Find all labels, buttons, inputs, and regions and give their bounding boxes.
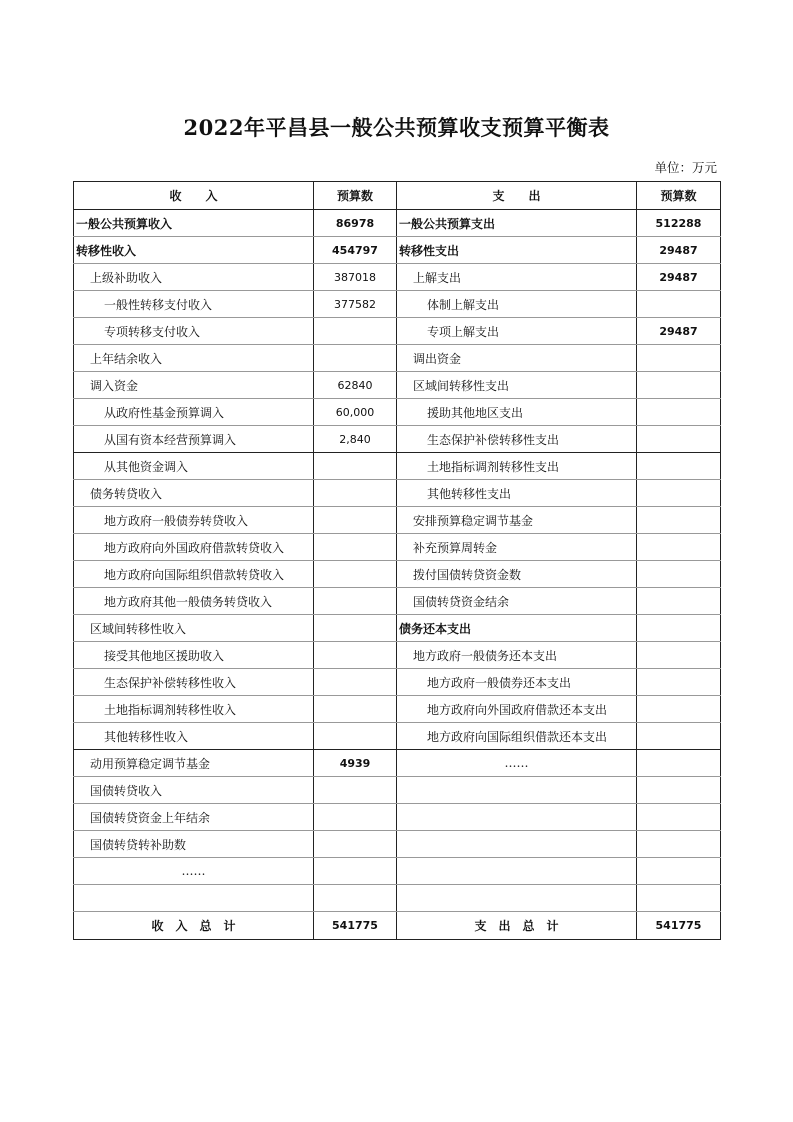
table-row [74, 669, 721, 696]
income-item: 国债转贷资金上年结余 [74, 804, 314, 831]
expense-amount [637, 480, 721, 507]
income-amount [314, 831, 397, 858]
expense-item: 区域间转移性支出 [397, 372, 637, 399]
expense-amount: 512288 [637, 210, 721, 237]
income-amount: 377582 [314, 291, 397, 318]
income-total-label: 收 入 总 计 [74, 912, 314, 940]
income-amount [314, 669, 397, 696]
expense-amount-header: 预算数 [637, 182, 721, 210]
income-amount [314, 588, 397, 615]
table-row [74, 345, 721, 372]
income-item: 地方政府向外国政府借款转贷收入 [74, 534, 314, 561]
table-row [74, 831, 721, 858]
income-item: 生态保护补偿转移性收入 [74, 669, 314, 696]
income-amount: 387018 [314, 264, 397, 291]
income-amount [314, 858, 397, 885]
income-amount [314, 642, 397, 669]
income-item: 债务转贷收入 [74, 480, 314, 507]
income-amount: 2,840 [314, 426, 397, 453]
income-amount [314, 453, 397, 480]
income-amount: 454797 [314, 237, 397, 264]
expense-amount [637, 885, 721, 912]
income-amount [314, 534, 397, 561]
table-row [74, 723, 721, 750]
table-row [74, 237, 721, 264]
page-title: 2022年平昌县一般公共预算收支预算平衡表 [183, 115, 610, 140]
table-header-row [74, 182, 721, 210]
income-item: 上年结余收入 [74, 345, 314, 372]
table-row [74, 318, 721, 345]
income-item: 专项转移支付收入 [74, 318, 314, 345]
table-row [74, 426, 721, 453]
table-row [74, 885, 721, 912]
expense-total-label: 支 出 总 计 [397, 912, 637, 940]
expense-item: 专项上解支出 [397, 318, 637, 345]
income-amount: 4939 [314, 750, 397, 777]
expense-amount [637, 642, 721, 669]
expense-item: …… [397, 750, 637, 777]
expense-item: 安排预算稳定调节基金 [397, 507, 637, 534]
expense-item: 国债转贷资金结余 [397, 588, 637, 615]
table-row [74, 777, 721, 804]
expense-amount [637, 453, 721, 480]
expense-amount [637, 831, 721, 858]
income-amount [314, 696, 397, 723]
expense-item: 其他转移性支出 [397, 480, 637, 507]
table-row [74, 399, 721, 426]
expense-amount [637, 615, 721, 642]
income-item: …… [74, 858, 314, 885]
income-amount: 60,000 [314, 399, 397, 426]
expense-item: 地方政府向国际组织借款还本支出 [397, 723, 637, 750]
expense-amount [637, 777, 721, 804]
expense-item [397, 885, 637, 912]
income-item: 调入资金 [74, 372, 314, 399]
expense-amount [637, 561, 721, 588]
unit-label: 单位：万元 [654, 160, 717, 175]
income-item: 接受其他地区援助收入 [74, 642, 314, 669]
table-row [74, 696, 721, 723]
table-row [74, 534, 721, 561]
expense-item [397, 858, 637, 885]
expense-amount [637, 534, 721, 561]
table-row [74, 453, 721, 480]
income-amount [314, 615, 397, 642]
expense-item: 补充预算周转金 [397, 534, 637, 561]
income-amount: 86978 [314, 210, 397, 237]
table-row [74, 858, 721, 885]
expense-amount [637, 669, 721, 696]
expense-amount [637, 345, 721, 372]
table-row [74, 264, 721, 291]
income-item: 国债转贷收入 [74, 777, 314, 804]
income-item: 从国有资本经营预算调入 [74, 426, 314, 453]
expense-amount [637, 723, 721, 750]
table-row [74, 588, 721, 615]
income-total-amount: 541775 [314, 912, 397, 940]
table-row [74, 750, 721, 777]
expense-item: 体制上解支出 [397, 291, 637, 318]
expense-amount [637, 426, 721, 453]
table-row [74, 804, 721, 831]
income-item: 动用预算稳定调节基金 [74, 750, 314, 777]
income-item: 转移性收入 [74, 237, 314, 264]
expense-item [397, 831, 637, 858]
income-item: 区域间转移性收入 [74, 615, 314, 642]
income-amount [314, 480, 397, 507]
income-amount [314, 507, 397, 534]
table-row [74, 291, 721, 318]
expense-item: 地方政府一般债券还本支出 [397, 669, 637, 696]
expense-amount: 29487 [637, 264, 721, 291]
income-item: 地方政府一般债券转贷收入 [74, 507, 314, 534]
expense-item: 援助其他地区支出 [397, 399, 637, 426]
expense-total-amount: 541775 [637, 912, 721, 940]
table-row [74, 372, 721, 399]
expense-item: 拨付国债转贷资金数 [397, 561, 637, 588]
expense-amount [637, 588, 721, 615]
income-amount [314, 318, 397, 345]
expense-amount: 29487 [637, 237, 721, 264]
expense-item: 一般公共预算支出 [397, 210, 637, 237]
expense-item: 地方政府向外国政府借款还本支出 [397, 696, 637, 723]
table-row [74, 507, 721, 534]
income-item: 一般公共预算收入 [74, 210, 314, 237]
income-item [74, 885, 314, 912]
income-item: 国债转贷转补助数 [74, 831, 314, 858]
expense-amount [637, 858, 721, 885]
income-item: 其他转移性收入 [74, 723, 314, 750]
expense-amount [637, 804, 721, 831]
income-item: 地方政府向国际组织借款转贷收入 [74, 561, 314, 588]
income-item: 地方政府其他一般债务转贷收入 [74, 588, 314, 615]
expense-amount [637, 750, 721, 777]
table-row [74, 210, 721, 237]
income-amount [314, 804, 397, 831]
expense-item [397, 777, 637, 804]
income-item: 从政府性基金预算调入 [74, 399, 314, 426]
income-item: 一般性转移支付收入 [74, 291, 314, 318]
expense-amount [637, 507, 721, 534]
income-amount [314, 345, 397, 372]
income-item: 从其他资金调入 [74, 453, 314, 480]
income-amount-header: 预算数 [314, 182, 397, 210]
expense-amount [637, 696, 721, 723]
expense-item: 债务还本支出 [397, 615, 637, 642]
expense-item: 土地指标调剂转移性支出 [397, 453, 637, 480]
table-row [74, 615, 721, 642]
expense-amount [637, 399, 721, 426]
expense-item: 地方政府一般债务还本支出 [397, 642, 637, 669]
income-amount [314, 885, 397, 912]
expense-item: 调出资金 [397, 345, 637, 372]
table-row [74, 480, 721, 507]
budget-balance-table [73, 181, 721, 940]
table-row [74, 561, 721, 588]
income-item: 上级补助收入 [74, 264, 314, 291]
total-row [74, 912, 721, 940]
expense-amount: 29487 [637, 318, 721, 345]
expense-item: 上解支出 [397, 264, 637, 291]
income-item: 土地指标调剂转移性收入 [74, 696, 314, 723]
expense-item: 生态保护补偿转移性支出 [397, 426, 637, 453]
income-header: 收 入 [74, 182, 314, 210]
income-amount: 62840 [314, 372, 397, 399]
income-amount [314, 561, 397, 588]
expense-header: 支 出 [397, 182, 637, 210]
expense-item [397, 804, 637, 831]
expense-amount [637, 291, 721, 318]
expense-amount [637, 372, 721, 399]
income-amount [314, 777, 397, 804]
income-amount [314, 723, 397, 750]
expense-item: 转移性支出 [397, 237, 637, 264]
table-row [74, 642, 721, 669]
